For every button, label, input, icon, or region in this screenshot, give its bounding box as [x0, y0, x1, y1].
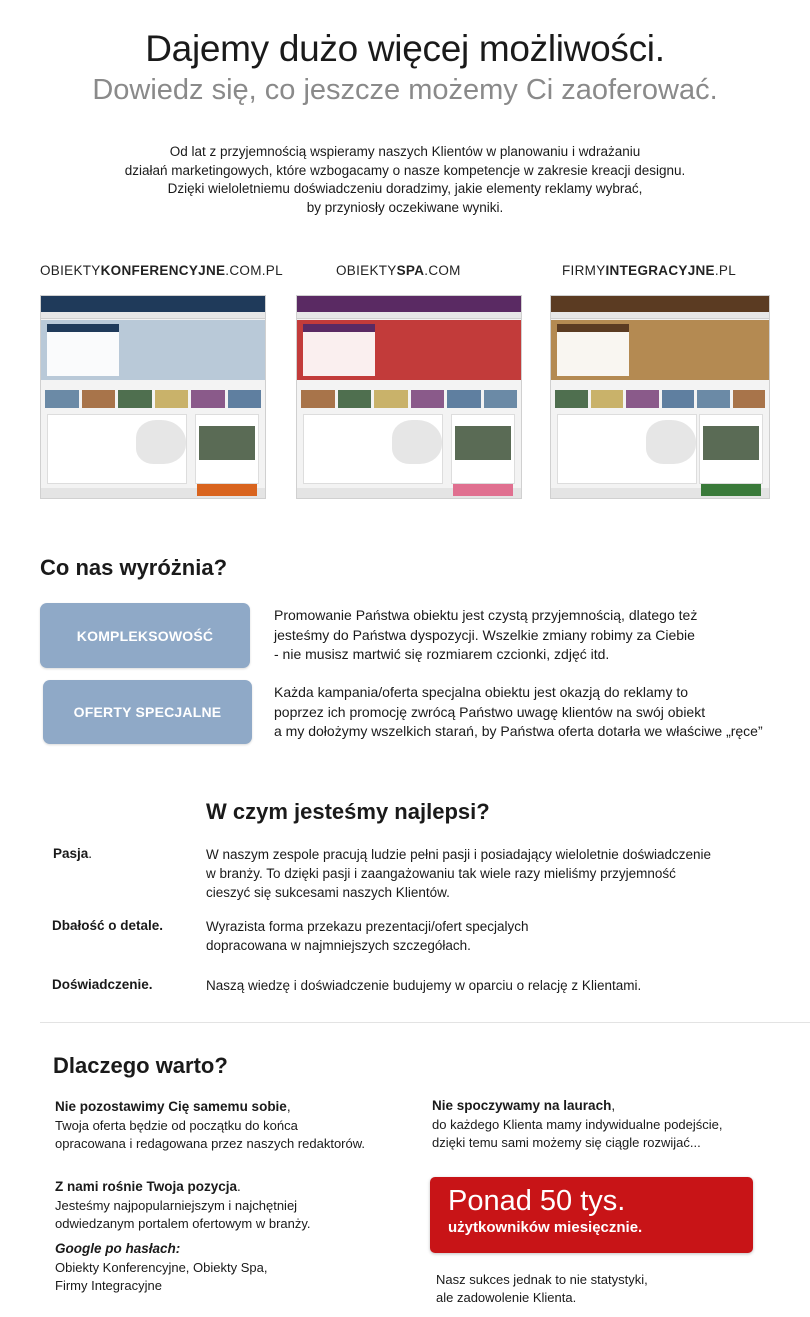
intro-paragraph — [0, 143, 810, 217]
why-line: dzięki temu sami możemy się ciągle rozwijać... — [432, 1135, 701, 1150]
definition-line: dopracowana w najmniejszych szczegółach. — [206, 938, 471, 953]
screenshot-hero-image — [41, 320, 265, 380]
why-line: Firmy Integracyjne — [55, 1278, 162, 1293]
site-screenshot-integracyjne[interactable] — [550, 295, 770, 499]
why-line: Jesteśmy najpopularniejszym i najchętniej — [55, 1198, 298, 1213]
screenshot-video — [703, 426, 759, 460]
intro-line: Dzięki wieloletniemu doświadczeniu doradzimy, jakie elementy reklamy wybrać, — [167, 181, 643, 196]
definition-line: W naszym zespole pracują ludzie pełni pasji i posiadający wieloletnie doświadczenie — [206, 847, 712, 862]
screenshot-map — [136, 420, 186, 464]
feature-line: Promowanie Państwa obiektu jest czystą przyjemnością, dlatego też — [274, 607, 698, 623]
screenshot-ad-banner — [197, 484, 257, 496]
logo-prefix: OBIEKTY — [40, 263, 101, 278]
users-stat-box — [430, 1177, 753, 1253]
screenshot-nav — [41, 312, 265, 319]
logo-prefix: FIRMY — [562, 263, 606, 278]
why-line: Twoja oferta będzie od początku do końca — [55, 1118, 298, 1133]
best-heading: W czym jesteśmy najlepsi? — [206, 799, 490, 824]
logo-suffix: .COM.PL — [225, 263, 283, 278]
feature-line: - nie musisz martwić się rozmiarem czcionki, zdjęć itd. — [274, 646, 610, 662]
why-point-text — [55, 1117, 365, 1153]
why-point-bold: Nie pozostawimy Cię samemu sobie — [55, 1099, 287, 1114]
why-point-title — [432, 1098, 615, 1113]
why-line: opracowana i redagowana przez naszych redaktorów. — [55, 1136, 366, 1151]
screenshot-header-bar — [41, 296, 265, 312]
best-term-doswiadczenie: Doświadczenie. — [52, 977, 153, 992]
closing-text — [436, 1271, 648, 1307]
logo-bold: INTEGRACYJNE — [605, 263, 715, 278]
google-label: Google po hasłach: — [55, 1241, 181, 1256]
screenshot-hero-card — [557, 324, 629, 376]
best-term-pasja — [53, 846, 92, 861]
feature-line: Każda kampania/oferta specjalna obiektu jest okazją do reklamy to — [274, 684, 689, 700]
screenshot-hero-card — [47, 324, 119, 376]
page-subtitle: Dowiedz się, co jeszcze możemy Ci zaoferować. — [92, 74, 718, 106]
site-logo-konferencyjne[interactable] — [40, 263, 283, 278]
why-point-title — [55, 1099, 291, 1114]
screenshot-hero-image — [551, 320, 769, 380]
term-label: Pasja — [53, 846, 89, 861]
definition-line: w branży. To dzięki pasji i zaangażowaniu tak wiele razy mieliśmy przyjemność — [206, 866, 676, 881]
site-screenshot-konferencyjne[interactable] — [40, 295, 266, 499]
screenshot-thumbnails — [45, 390, 261, 408]
definition-line: Wyrazista forma przekazu prezentacji/ofert specjalych — [206, 919, 529, 934]
site-screenshot-spa[interactable] — [296, 295, 522, 499]
why-heading: Dlaczego warto? — [53, 1053, 228, 1078]
feature-line: poprzez ich promocję zwrócą Państwo uwagę klientów na swój obiekt — [274, 703, 706, 720]
feature-pill-kompleksowosc: KOMPLEKSOWOŚĆ — [40, 603, 250, 668]
closing-line: Nasz sukces jednak to nie statystyki, — [436, 1272, 648, 1287]
site-logo-spa[interactable] — [336, 263, 461, 278]
features-heading: Co nas wyróżnia? — [40, 555, 228, 580]
google-keywords — [55, 1259, 267, 1295]
screenshot-thumbnails — [555, 390, 765, 408]
why-point-bold: Z nami rośnie Twoja pozycja — [55, 1179, 238, 1194]
best-definition — [206, 917, 529, 955]
logo-suffix: .PL — [714, 263, 737, 278]
screenshot-thumbnails — [301, 390, 517, 408]
feature-description — [274, 683, 763, 742]
logo-bold: SPA — [396, 263, 425, 278]
screenshot-video — [455, 426, 511, 460]
why-line: Obiekty Konferencyjne, Obiekty Spa, — [55, 1260, 268, 1275]
screenshot-video — [199, 426, 255, 460]
screenshot-nav — [297, 312, 521, 319]
why-point-text — [55, 1197, 311, 1233]
why-point-suffix: . — [237, 1179, 241, 1194]
logo-prefix: OBIEKTY — [336, 263, 397, 278]
screenshot-ad-banner — [701, 484, 761, 496]
definition-line: cieszyć się sukcesami naszych Klientów. — [206, 885, 450, 900]
why-point-title — [55, 1179, 241, 1194]
why-line: odwiedzanym portalem ofertowym w branży. — [55, 1216, 311, 1231]
feature-line: a my dołożymy wszelkich starań, by Państwa oferta dotarła we właściwe „ręce” — [274, 723, 763, 739]
screenshot-header-bar — [551, 296, 769, 312]
best-term-dbalosc: Dbałość o detale. — [52, 918, 164, 933]
closing-line: ale zadowolenie Klienta. — [436, 1290, 577, 1305]
feature-line: jesteśmy do Państwa dyspozycji. Wszelkie zmiany robimy za Ciebie — [274, 626, 695, 643]
screenshot-header-bar — [297, 296, 521, 312]
screenshot-map — [392, 420, 442, 464]
screenshot-ad-banner — [453, 484, 513, 496]
intro-line: działań marketingowych, które wzbogacamy o nasze kompetencje w zakresie kreacji designu. — [124, 162, 686, 178]
best-definition — [206, 845, 711, 902]
why-point-suffix: , — [611, 1098, 616, 1113]
screenshot-hero-image — [297, 320, 521, 380]
stat-small-text: użytkowników miesięcznie. — [448, 1219, 643, 1236]
definition-line: Naszą wiedzę i doświadczenie budujemy w oparciu o relację z Klientami. — [206, 978, 642, 993]
why-point-bold: Nie spoczywamy na laurach — [432, 1098, 612, 1113]
site-logo-integracyjne[interactable] — [562, 263, 736, 278]
stat-big-text: Ponad 50 tys. — [448, 1185, 626, 1217]
logo-suffix: .COM — [424, 263, 461, 278]
page-title: Dajemy dużo więcej możliwości. — [145, 28, 665, 69]
feature-pill-oferty-specjalne: OFERTY SPECJALNE — [43, 680, 252, 744]
screenshot-hero-card — [303, 324, 375, 376]
term-suffix: . — [88, 846, 93, 861]
best-definition — [206, 976, 641, 995]
section-divider — [40, 1022, 810, 1023]
why-line: do każdego Klienta mamy indywidualne podejście, — [432, 1117, 723, 1132]
feature-description — [274, 606, 697, 665]
why-point-suffix: , — [286, 1099, 291, 1114]
intro-line: Od lat z przyjemnością wspieramy naszych Klientów w planowaniu i wdrażaniu — [169, 144, 641, 159]
screenshot-nav — [551, 312, 769, 319]
intro-line: by przyniosły oczekiwane wyniki. — [306, 199, 504, 215]
screenshot-map — [646, 420, 696, 464]
logo-bold: KONFERENCYJNE — [100, 263, 226, 278]
why-point-text — [432, 1116, 723, 1152]
